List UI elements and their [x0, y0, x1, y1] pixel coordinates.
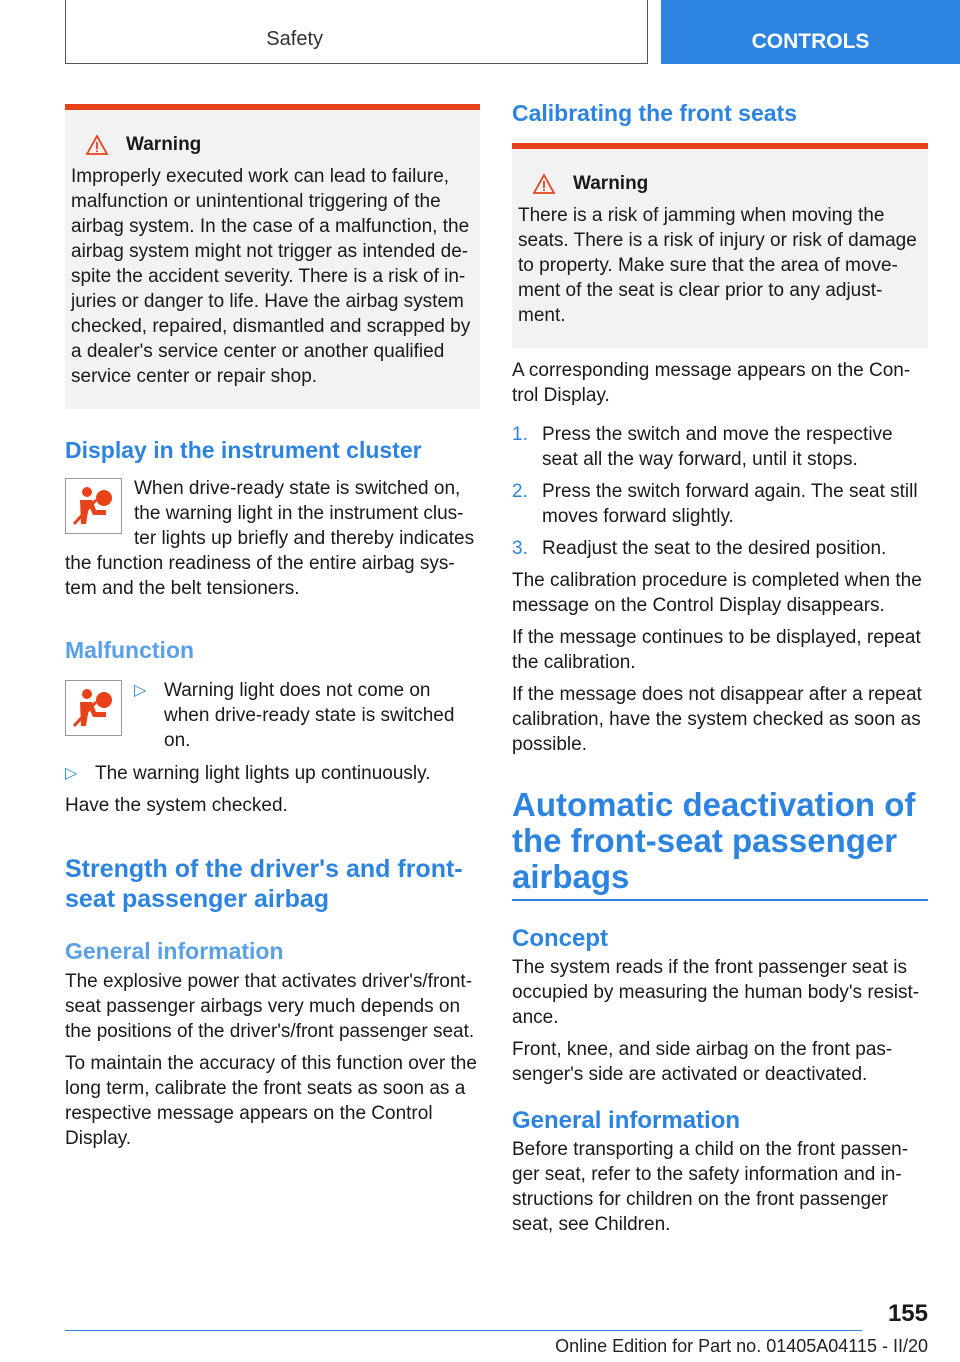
right-column	[512, 100, 928, 1237]
concept-text-1: The system reads if the front passenger seat is occupied by measuring the human body's resist‐ance.	[512, 957, 920, 1028]
display-section	[65, 476, 480, 601]
strength-heading: Strength of the driver's and front-seat passenger airbag	[65, 855, 463, 913]
general-heading: General information	[65, 938, 284, 964]
airbag-icon	[72, 484, 116, 528]
general-text: Before transporting a child on the front passen‐ger seat, refer to the safety information and in‐structions for children on the front passenger seat, see Children.	[512, 1139, 909, 1235]
malfunction-text: Have the system checked.	[65, 795, 288, 816]
general-heading: General information	[512, 1107, 741, 1134]
warning-triangle-icon	[86, 135, 108, 155]
warning-text: Improperly executed work can lead to failure, malfunction or unintentional triggering of the airbag system. In the case of a malfunction, the airbag system might not trigger as intended de‐spite the accident severity. There is a risk of in‐juries or danger to life. Have the airbag system checked, repaired, dismantled and scrapped by a dealer's service center or another qualified service center or repair shop.	[71, 166, 471, 387]
malfunction-section	[65, 678, 480, 753]
malfunction-heading: Malfunction	[65, 637, 195, 663]
footer-rule	[65, 1330, 862, 1331]
display-heading: Display in the instrument cluster	[65, 437, 422, 463]
warning-text: There is a risk of jamming when moving the seats. There is a risk of injury or risk of damage to property. Make sure that the area of move‐ment of the seat is clear prior to any adjust‐ment.	[518, 205, 917, 326]
triangle-bullet-icon: ▷	[65, 765, 78, 782]
concept-heading: Concept	[512, 925, 608, 952]
airbag-warning-light	[65, 680, 122, 736]
warning-title: Warning	[518, 173, 920, 195]
calibrating-heading: Calibrating the front seats	[512, 100, 797, 126]
general-text-1: The explosive power that activates driver's/front-seat passenger airbags very much depends on the positions of the driver's/front passenger seat.	[65, 971, 475, 1042]
section-title: Safety	[266, 28, 323, 50]
automatic-deactivation-heading: Automatic deactivation of the front-seat passenger airbags	[512, 786, 916, 895]
list-item: ▷ Warning light does not come on when drive-ready state is switched on.	[134, 680, 455, 751]
list-item: 3. Readjust the seat to the desired position.	[512, 538, 887, 559]
warning-box	[512, 143, 928, 348]
concept-text-2: Front, knee, and side airbag on the front pas‐senger's side are activated or deactivated.	[512, 1039, 893, 1085]
left-column	[65, 104, 480, 1151]
warning-box	[65, 104, 480, 409]
calibration-text-1: The calibration procedure is completed when the message on the Control Display disappears.	[512, 570, 922, 616]
airbag-warning-light	[65, 478, 122, 534]
display-text: When drive-ready state is switched on, the warning light in the instrument clus‐ter lights up briefly and thereby indicates the function readiness of the entire airbag sys‐tem and the belt tensioners.	[65, 478, 475, 599]
list-item: 1. Press the switch and move the respective seat all the way forward, until it stops.	[512, 424, 893, 470]
general-text-2: To maintain the accuracy of this function over the long term, calibrate the front seats as soon as a respective message appears on the Control Display.	[65, 1053, 477, 1149]
calibration-intro: A corresponding message appears on the Con‐trol Display.	[512, 360, 911, 406]
triangle-bullet-icon: ▷	[134, 682, 147, 699]
page-number: 155	[887, 1300, 928, 1327]
edition-text: Online Edition for Part no. 01405A04115 - II/20	[555, 1336, 928, 1356]
chapter-tab[interactable]: CONTROLS	[661, 0, 960, 64]
warning-triangle-icon	[533, 174, 555, 194]
header-frame	[65, 0, 648, 64]
list-item: ▷ The warning light lights up continuously.	[65, 763, 431, 784]
list-item: 2. Press the switch forward again. The seat still moves forward slightly.	[512, 481, 918, 527]
calibration-text-3: If the message does not disappear after a repeat calibration, have the system checked as soon as possible.	[512, 684, 922, 755]
calibration-text-2: If the message continues to be displayed, repeat the calibration.	[512, 627, 921, 673]
airbag-icon	[72, 686, 116, 730]
warning-title: Warning	[71, 134, 472, 156]
